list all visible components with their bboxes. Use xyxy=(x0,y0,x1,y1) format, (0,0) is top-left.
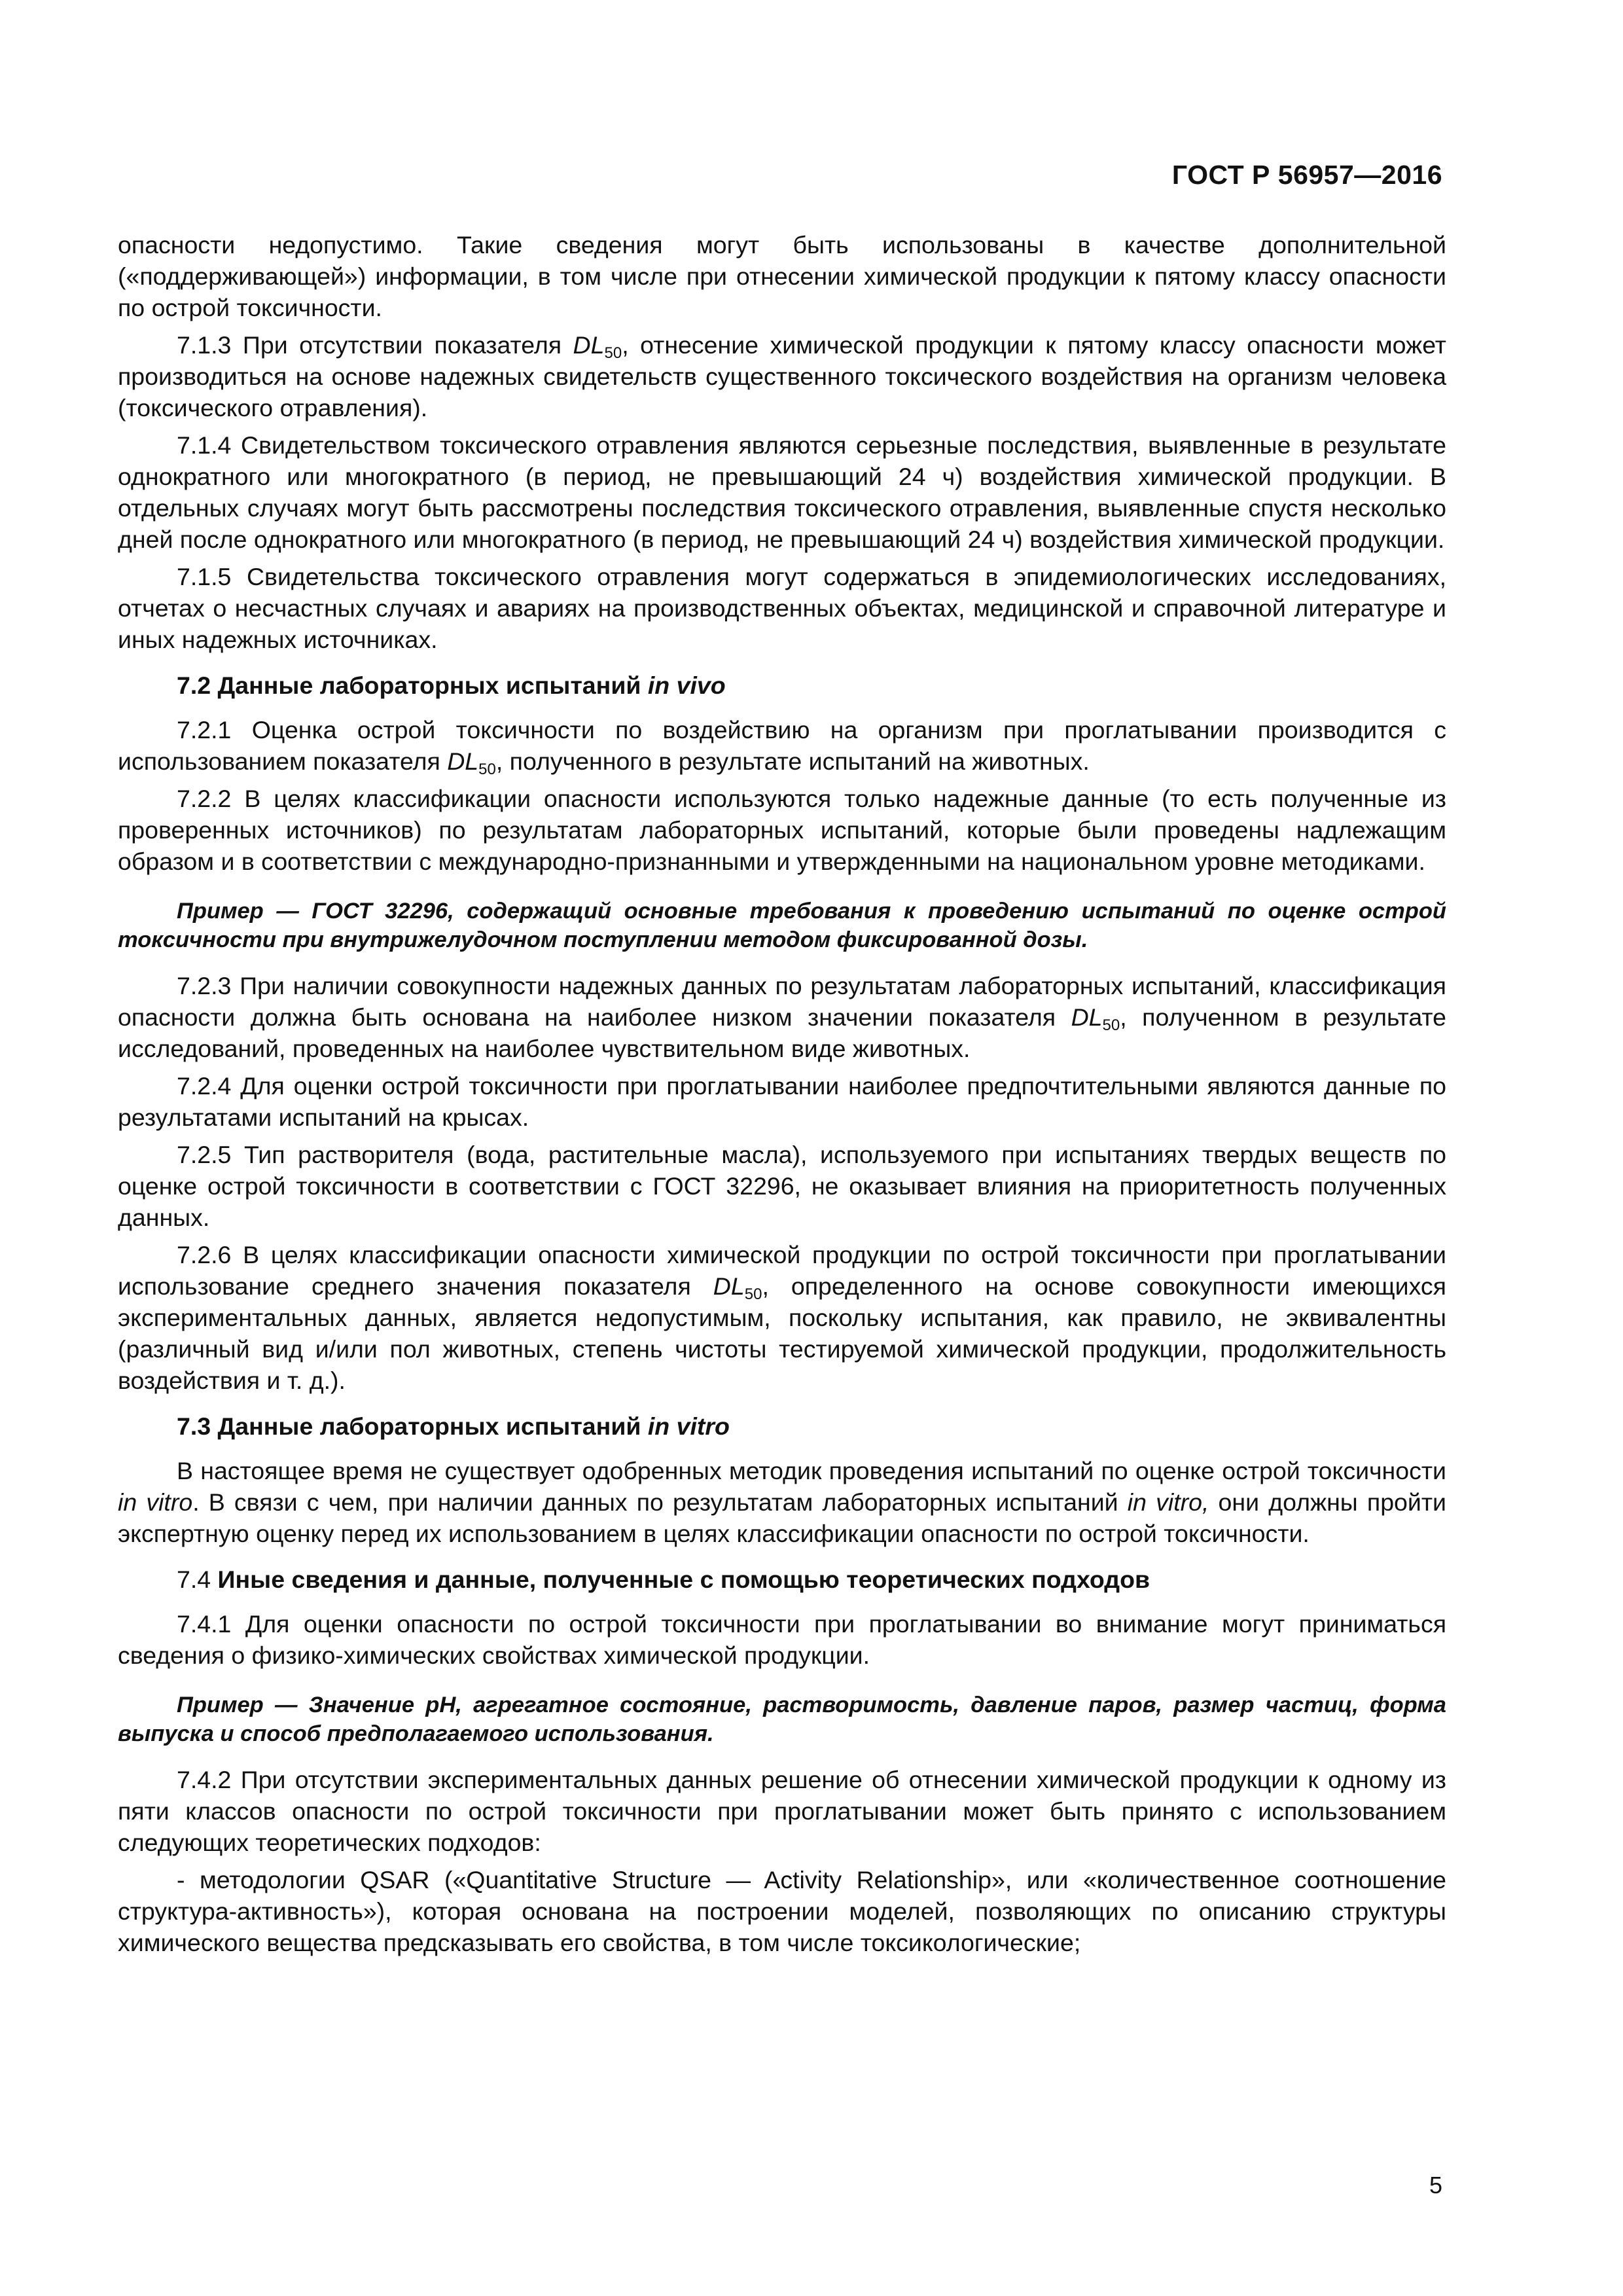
section-heading-7-2: 7.2 Данные лабораторных испытаний in vivo xyxy=(177,672,726,699)
paragraph-7-2-2: 7.2.2 В целях классификации опасности используются только надежные данные (то есть полученные из проверенных источников) по результатам лабораторных испытаний, которые были проведены надлежащим образом и в соответствии с международно-признанными и утвержденными на национальном уровне методиками. xyxy=(118,785,1446,875)
paragraph-7-4-1: 7.4.1 Для оценки опасности по острой токсичности при проглатывании во внимание могут приниматься сведения о физико-химических свойствах химической продукции. xyxy=(118,1610,1446,1669)
section-heading-7-4: 7.4 Иные сведения и данные, полученные с помощью теоретических подходов xyxy=(177,1566,1150,1593)
paragraph-7-4-2: 7.4.2 При отсутствии экспериментальных данных решение об отнесении химической продукции к одному из пяти классов опасности по острой токсичности при проглатывании может быть принято с использованием следующих теоретических подходов: xyxy=(118,1766,1446,1856)
dl-symbol: DL xyxy=(713,1272,745,1300)
page-number: 5 xyxy=(1429,2172,1442,2198)
paragraph-continuation: опасности недопустимо. Такие сведения могут быть использованы в качестве дополнительной («поддерживающей») информации, в том числе при отнесении химической продукции к пятому классу опасности по острой токсичности. xyxy=(118,231,1446,321)
document-body xyxy=(118,229,1446,1964)
paragraph-7-2-3: 7.2.3 При наличии совокупности надежных данных по результатам лабораторных испытаний, классификация опасности должна быть основана на наиболее низком значении показателя $DL_{50}$, полученном в результате исследований, проведенных на наиболее чувствительном виде животных. xyxy=(118,972,1446,1062)
dl-subscript: 50 xyxy=(478,761,496,778)
paragraph-7-2-1: 7.2.1 Оценка острой токсичности по воздействию на организм при проглатывании производится с использованием показателя $DL_{50}$, полученного в результате испытаний на животных. xyxy=(118,716,1446,778)
section-heading-7-3: 7.3 Данные лабораторных испытаний in vitro xyxy=(177,1412,730,1440)
paragraph-7-3: В настоящее время не существует одобренных методик проведения испытаний по оценке острой токсичности in vitro. В связи с чем, при наличии данных по результатам лабораторных испытаний in vitro, они должны пройти экспертную оценку перед их использованием в целях классификации опасности по острой токсичности. xyxy=(118,1457,1446,1547)
paragraph-7-2-4: 7.2.4 Для оценки острой токсичности при проглатывании наиболее предпочтительными являются данные по результатами испытаний на крысах. xyxy=(118,1072,1446,1131)
dl-symbol: DL xyxy=(447,747,479,775)
example-note-2: Пример — Значение рН, агрегатное состояние, растворимость, давление паров, размер частиц, форма выпуска и способ предполагаемого использования. xyxy=(118,1693,1446,1746)
paragraph-7-2-5: 7.2.5 Тип растворителя (вода, растительные масла), используемого при испытаниях твердых веществ по оценке острой токсичности в соответствии с ГОСТ 32296, не оказывает влияния на приоритетность полученных данных. xyxy=(118,1141,1446,1231)
dl-subscript: 50 xyxy=(1102,1016,1120,1034)
dl-symbol: DL xyxy=(1071,1003,1103,1031)
paragraph-7-1-4: 7.1.4 Свидетельством токсического отравления являются серьезные последствия, выявленные в результате однократного или многократного (в период, не превышающий 24 ч) воздействия химической продукции. В отдельных случаях могут быть рассмотрены последствия токсического отравления, выявленные спустя несколько дней после однократного или многократного (в период, не превышающий 24 ч) воздействия химической продукции. xyxy=(118,431,1446,553)
dl-subscript: 50 xyxy=(744,1285,762,1303)
dl-subscript: 50 xyxy=(604,344,622,362)
paragraph-7-1-3: 7.1.3 При отсутствии показателя $DL_{50}$, отнесение химической продукции к пятому классу опасности может производиться на основе надежных свидетельств существенного токсического воздействия на организм человека (токсического отравления). xyxy=(118,331,1446,422)
document-code-header: ГОСТ Р 56957—2016 xyxy=(1171,160,1442,190)
paragraph-7-1-5: 7.1.5 Свидетельства токсического отравления могут содержаться в эпидемиологических исследованиях, отчетах о несчастных случаях и авариях на производственных объектах, медицинской и справочной литературе и иных надежных источниках. xyxy=(118,563,1446,653)
paragraph-7-2-6: 7.2.6 В целях классификации опасности химической продукции по острой токсичности при проглатывании использование среднего значения показателя $DL_{50}$, определенного на основе совокупности имеющихся экспериментальных данных, является недопустимым, поскольку испытания, как правило, не эквивалентны (различный вид и/или пол животных, степень чистоты тестируемой химической продукции, продолжительность воздействия и т. д.). xyxy=(118,1241,1446,1394)
dl-symbol: DL xyxy=(573,331,605,359)
list-item: - методологии QSAR («Quantitative Structure — Activity Relationship», или «количественное соотношение структура-активность»), которая основана на построении моделей, позволяющих по описанию структуры химического вещества предсказывать его свойства, в том числе токсикологические; xyxy=(118,1866,1446,1956)
example-note-1: Пример — ГОСТ 32296, содержащий основные требования к проведению испытаний по оценке острой токсичности при внутрижелудочном поступлении методом фиксированной дозы. xyxy=(118,899,1446,952)
